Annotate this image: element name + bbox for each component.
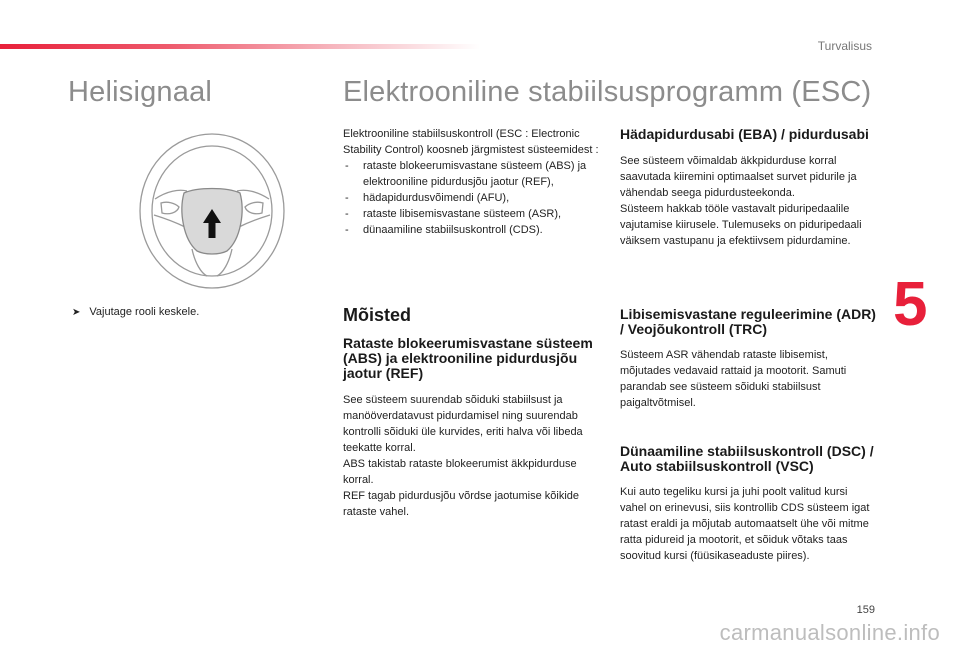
abs-paragraph: ABS takistab rataste blokeerumist äkkpidurduse korral. [343,458,577,486]
abs-title: Rataste blokeerumisvastane süsteem (ABS) ja elektrooniline pidurdusjõu jaotur (REF) [343,335,593,381]
header-accent-bar [0,44,480,49]
watermark: carmanualsonline.info [719,620,940,645]
esc-intro-block [343,126,605,238]
eba-paragraph: See süsteem võimaldab äkkpidurduse korral saavutada kiiremini optimaalset survet pidurile ja vähendab seega pidurdusteekonda. [620,155,857,199]
dsc-block [620,444,876,564]
esc-system-list [343,158,605,238]
list-item: - rataste blokeerumisvastane süsteem (ABS) ja elektrooniline pidurdusjõu jaotur (REF), [345,160,587,188]
esc-title: Elektrooniline stabiilsusprogramm (ESC) [343,76,872,108]
steering-wheel-icon [137,131,287,291]
concepts-block [343,305,598,520]
page-number: 159 [856,604,875,616]
abs-paragraph: See süsteem suurendab sõiduki stabiilsust ja manööverdatavust pidurdamisel ning suurendab kontrolli sõiduki üle kurvides, eriti halva või libeda teekatte korral. [343,394,583,454]
adr-title: Libisemisvastane reguleerimine (ADR) / Veojõukontroll (TRC) [620,306,876,337]
esc-intro: Elektrooniline stabiilsuskontroll (ESC : Electronic Stability Control) koosneb järgmistest süsteemidest : [343,128,599,156]
list-item: - hädapidurdusvõimendi (AFU), [345,192,510,204]
adr-block [620,307,876,411]
list-item: - rataste libisemisvastane süsteem (ASR), [345,208,562,220]
horn-title: Helisignaal [68,76,213,108]
concepts-title: Mõisted [343,305,412,325]
dsc-paragraph: Kui auto tegeliku kursi ja juhi poolt valitud kursi vahel on erinevusi, siis kontrollib CDS süsteem igat ratast eraldi ja mõjutab automaatselt ühe või mitme ratta pidureid ja mootorit, et sõiduk võtaks taas soovitud kursi (füüsikaseaduste piires). [620,486,870,562]
list-item: - dünaamiline stabiilsuskontroll (CDS). [345,224,543,236]
section-label: Turvalisus [817,39,872,53]
abs-paragraph: REF tagab pidurdusjõu võrdse jaotumise kõikide rataste vahel. [343,490,580,518]
horn-instruction-text: Vajutage rooli keskele. [89,306,200,318]
dsc-title: Dünaamiline stabiilsuskontroll (DSC) / Auto stabiilsuskontroll (VSC) [620,443,874,474]
eba-paragraph: Süsteem hakkab tööle vastavalt piduripedaalile vajutamise kiirusele. Tulemuseks on piduripedaali väiksem vastupanu ja efektiivsem pidurdamine. [620,203,862,247]
chapter-number: 5 [893,270,928,339]
arrow-right-icon: ➤ [72,307,81,318]
eba-block [620,127,876,249]
eba-title: Hädapidurdusabi (EBA) / pidurdusabi [620,126,869,142]
horn-instruction [72,306,199,318]
adr-paragraph: Süsteem ASR vähendab rataste libisemist, mõjutades vedavaid rattaid ja mootorit. Samuti parandab see süsteem sõiduki stabiilsust paigaltvõtmisel. [620,349,847,409]
